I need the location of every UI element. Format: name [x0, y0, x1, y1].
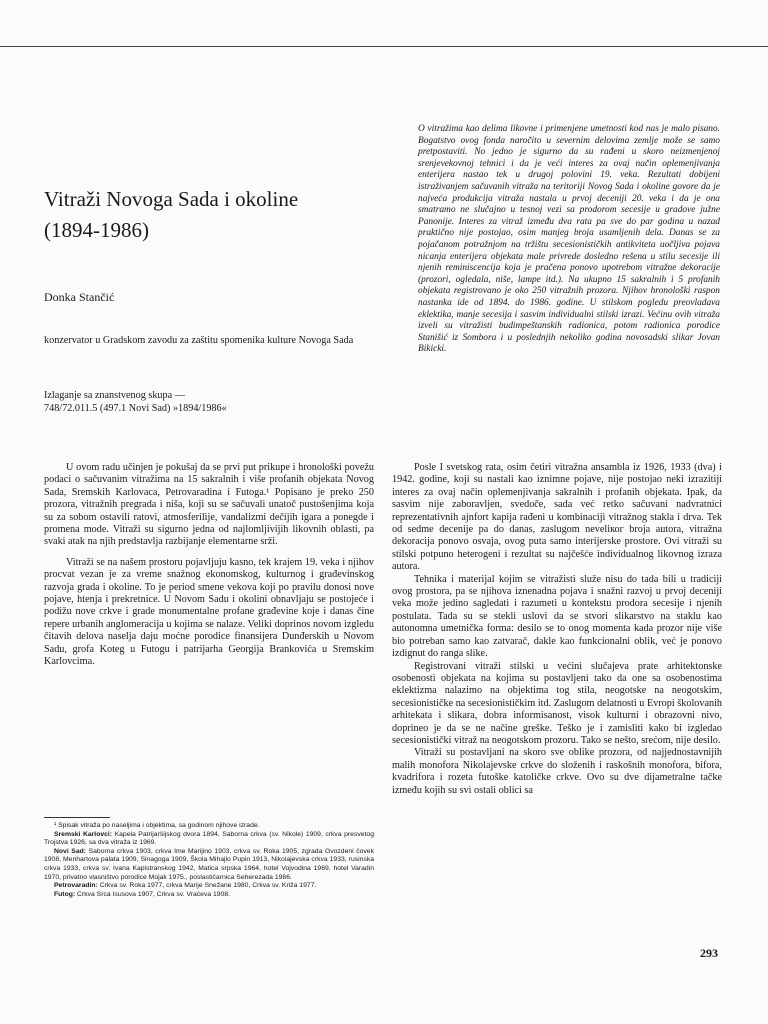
footnote-text: Saborna crkva 1903, crkva Ime Marijino 1903, crkva sv. Roka 1905, zgrada Gvozdeni čovek 1908, Menhartova palata 1909, Sinagoga 1909, Škola Mihajlo Pupin 1913, Nikolajevska crkva 1933, rusinska crkva 1933, crkva sv. Ivana Kapistranskog 1942, Matica srpska 1964, hotel Vojvodina 1969, hotel Varadin 1970, privatno vlasništvo porodice Mojak 1975., poslastičarnica Seherezada 1986.	[44, 847, 374, 881]
footnote-label: Sremski Karlovci:	[54, 830, 113, 838]
author-name: Donka Stančić	[44, 290, 115, 304]
footnotes	[44, 822, 374, 899]
footnote-label: Petrovaradin:	[54, 882, 98, 890]
body-column-right	[392, 462, 722, 797]
body-paragraph: Posle I svetskog rata, osim četiri vitražna ansambla iz 1926, 1933 (dva) i 1942. godine, koji su nastali kao iznimne pojave, nije postojao neki izrazitiji interes za ovaj način oplemenjivanja sakralnih i profanih objekata. Ipak, da sasvim nije zaboravljen, svedoče, sada već retko sačuvani nadvratnici reprezentativnih ajnfort kapija rađeni u kombinaciji vitražnog stakla i drva. Tek od sedme decenije pa do danas, zaslugom neveliког broja autora, vitražna dekoracija ponovo osvaja, ovog puta samo interijerske prostore. Ovi vitraži su stilski potpuno heterogeni i rezultat su najčešće individualnog likovnog izraza autora.	[392, 462, 722, 573]
talk-note	[44, 389, 374, 415]
footnote-entry	[44, 831, 374, 848]
body-paragraph: Tehnika i materijal kojim se vitražisti služe nisu do tada bili u tradiciji ovog prostora, pa se njihova iznenadna pojava i snažni razvoj u prvoj deceniji veka može jedino sagledati i razumeti u kontekstu prodora secesije i njenih postulata. Tada su se stekli uslovi da se stvori slikarstvo na staklu kao autonomna umetnička forma: desilo se to onog momenta kada prozor nije više bio potreban samo kao zatvarač, dakle kao funkcionalni oblik, već je ponovo izdignut do ranga slike.	[392, 573, 722, 660]
footnote-label: Novi Sad:	[54, 847, 87, 855]
top-rule	[0, 46, 768, 47]
footnote-text: Crkva sv. Roka 1977, crkva Marije Snežane 1980, Crkva sv. Križa 1977.	[97, 882, 317, 890]
page-number: 293	[700, 946, 718, 960]
article-title: Vitraži Novoga Sada i okoline (1894-1986)	[44, 187, 299, 242]
footnote-entry	[44, 882, 374, 891]
footnote-label: Futog:	[54, 890, 76, 898]
footnote-rule	[44, 817, 110, 818]
footnote-text: Kapela Patrijaršijskog dvora 1894, Saborna crkva (sv. Nikole) 1909, crkva presvetog Trojstva 1926, sa dva vitraža iz 1969.	[44, 830, 374, 847]
talk-note-line2: 748/72.011.5 (497.1 Novi Sad) »1894/1986«	[44, 403, 227, 414]
abstract: O vitražima kao delima likovne i primenjene umetnosti kod nas je malo pisano. Bogatstvo ovog fonda naročito u severnim delovima zemlje može se samo pretpostaviti. No jedno je sigurno da su rađeni u skoro neizmenjenoj srenjevekovnoj tehnici i da je veći interes za ovaj način oplemenjivanja enterijera nastao tek u drugoj polovini 19. veka. Rezultati dobijeni istraživanjem sačuvanih vitraža na teritoriji Novog Sada i okoline govore da je najveća produkcija vitraža nastala u prvoj deceniji 20. veka i da je ona smatramo ne slučajno u tesnoj vezi sa prodorom secesije u gradove južne Panonije. Interes za vitraž između dva rata pa sve do par godina u nazad praktično nije postojao, osim manjeg broja usamljenih dela. Danas se za pojačanom potražnjom na tržištu secesionističkih antikviteta uočljiva pojava nicanja enterijera objekata male privrede dosledno rešena u stilu secesije ili njenih reminiscencija koja je pračena ponovo upotrebom vitražne dekoracije (prozori, ogledala, niše, lampe itd.). Na ukupno 15 sakralnih i 5 profanih objekata registrovano je oko 250 vitražnih prozora. Njihov hronološki raspon nastanka ide od 1894. do 1986. godine. U stilskom pogledu preovladava eklektika, manje secesija i sasvim individualni stilski izrazi. Većinu ovih vitraža izveli su vitražisti budimpeštanskih radionica, potom radionica porodice Stanišić iz Sombora i u poslednjih nekoliko godina novosadski slikar Jovan Bikicki.	[418, 124, 720, 355]
body-paragraph: Vitraži se na našem prostoru pojavljuju kasno, tek krajem 19. veka i njihov procvat vezan je za vreme snažnog ekonomskog, kulturnog i građevinskog razvoja grada i okoline. To je period smene vekova koji po pravilu donosi nove pojave, htenja i prekretnice. U Novom Sadu i okolini obnavljaju se postojeće i podižu nove crkve i grade monumentalne profane građevine koje i danas čine repere urbanih anglomeracija u kojima se nalaze. Veliki doprinos novom izgledu čitavih delova naselja daju moćne porodice finansijera Dunđerskih u Novom Sadu, grofa Koteg u Futogu i patrijarha Georgija Brankovića u Sremskim Karlovcima.	[44, 556, 374, 668]
footnote-entry	[44, 848, 374, 882]
footnote-entry	[44, 891, 374, 900]
author-affiliation: konzervator u Gradskom zavodu za zaštitu spomenika kulture Novoga Sada	[44, 335, 354, 346]
body-paragraph: Vitraži su postavljani na skoro sve oblike prozora, od najjednostavnijih malih monofora Nikolajevske crkve do složenih i raskošnih monofora, bifora, kvadrifora i rozeta futoške katoličke crkve. Ovo su dve dijametralne tačke između kojih su svi ostali oblici sa	[392, 747, 722, 796]
body-column-left	[44, 462, 374, 669]
talk-note-line1: Izlaganje sa znanstvenog skupa —	[44, 390, 185, 401]
body-paragraph: Registrovani vitraži stilski u većini slučajeva prate arhitektonske osobenosti objekata na kojima su postavljeni tako da one sa osobenostima eklektizma nalazimo na objektima tog stila, neogotske na neogotskim, secesionističke na secesionističkim itd. Zaslugom delatnosti u Evropi školovanih arhitekata i slikara, dobra informisanost, visok kulturni i obrazovni nivo, doprineo je da se ne načine greške. Teško je i zamisliti kako bi izgledao secesionistički vitraž na neogotskom prozoru. Tako se nešto, srećom, nije desilo.	[392, 660, 722, 746]
footnote-intro: ¹ Spisak vitraža po naseljima i objektima, sa godinom njihove izrade.	[54, 822, 260, 829]
body-paragraph: U ovom radu učinjen je pokušaj da se prvi put prikupe i hronološki povežu podaci o sačuvanim vitražima na 15 sakralnih i više profanih objekata Novog Sada, Sremskih Karlovaca, Petrovaradina i Futoga.¹ Popisano je preko 250 prozora, vitražnih pregrada i niša, koji su se sačuvali unatoč pustošenjima koja su za sobom ostavili ratovi, atmosferilije, vandalizmi dečijih igara a ponegde i promena mode. Vitraži su sigurno jedna od najlomljivijih likovnih oblasti, pa svaki atak na njih predstavlja razbijanje elementarne srži.	[44, 462, 374, 548]
footnote-text: Crkva Srca Isusova 1907, Crkva sv. Vraćeva 1908.	[75, 890, 231, 898]
